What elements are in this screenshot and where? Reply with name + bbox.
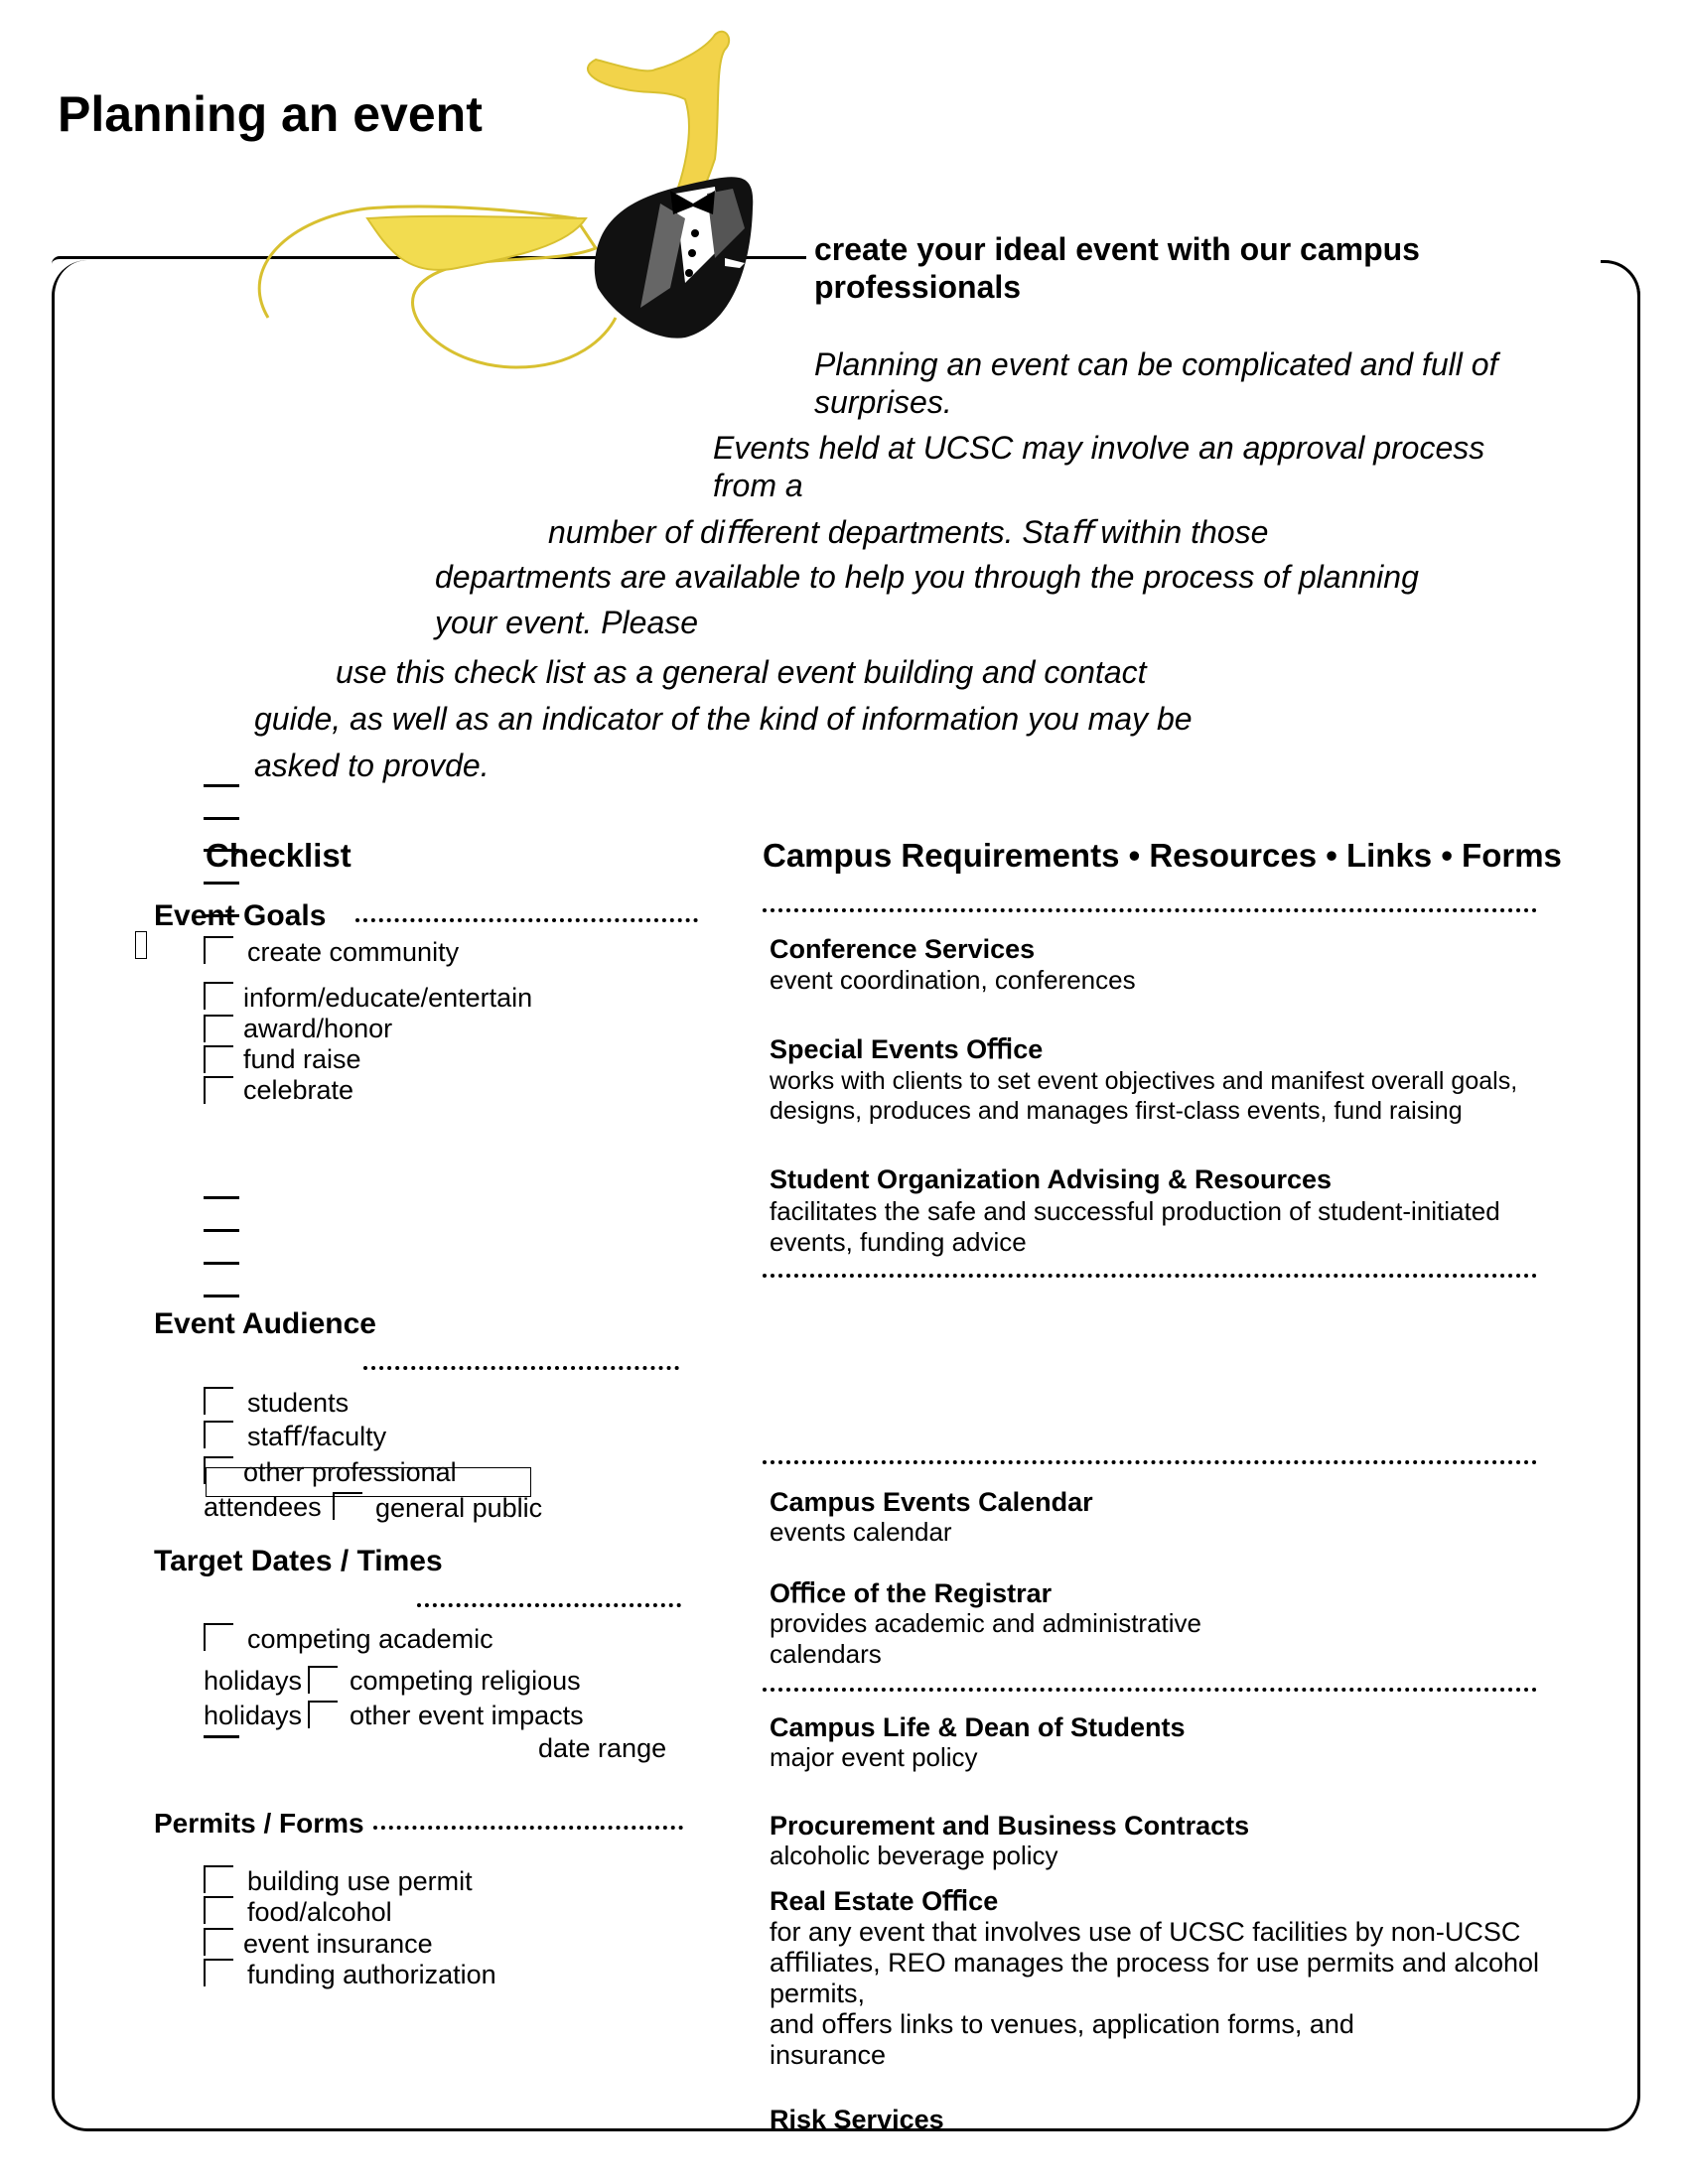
banana-slug-mascot-icon <box>248 20 784 377</box>
audience-item-students: students <box>247 1388 350 1418</box>
intro-line-9: guide, as well as an indicator of the kind of information you may be <box>254 701 1193 737</box>
resources-divider <box>763 908 1537 912</box>
checklist-heading: Checklist <box>206 837 352 874</box>
goal-checkbox[interactable] <box>204 982 233 1010</box>
resource-campus-events-calendar: Campus Events Calendar <box>770 1487 1093 1517</box>
event-audience-heading: Event Audience <box>154 1307 376 1340</box>
goal-item-fund-raise: fund raise <box>243 1044 361 1074</box>
goal-item-inform: inform/educate/entertain <box>243 983 533 1013</box>
dates-item-holidays-2: holidays <box>204 1701 303 1730</box>
intro-line-10: asked to provde. <box>254 748 490 783</box>
dates-checkbox[interactable] <box>308 1666 338 1694</box>
intro-line-4: from a <box>713 468 803 503</box>
resource-description: for any event that involves use of UCSC facilities by non-UCSC <box>770 1917 1521 1947</box>
audience-checkbox[interactable] <box>204 1387 233 1415</box>
target-dates-heading: Target Dates / Times <box>154 1545 443 1577</box>
goal-checkbox[interactable] <box>204 1045 233 1073</box>
dash-mark <box>204 1295 239 1297</box>
resource-campus-life: Campus Life & Dean of Students <box>770 1712 1186 1742</box>
resources-divider <box>763 1688 1537 1692</box>
intro-line-3: Events held at UCSC may involve an approval process <box>713 430 1485 466</box>
resource-procurement: Procurement and Business Contracts <box>770 1811 1250 1841</box>
dash-mark <box>204 882 239 885</box>
audience-item-attendees: attendees <box>204 1492 322 1522</box>
dash-mark <box>204 817 239 820</box>
resource-description: works with clients to set event objectives and manifest overall goals, <box>770 1067 1518 1095</box>
audience-checkbox[interactable] <box>204 1421 233 1448</box>
resource-description: facilitates the safe and successful production of student-initiated <box>770 1196 1500 1226</box>
resource-description: alcoholic beverage policy <box>770 1841 1058 1870</box>
resource-registrar: Oﬃce of the Registrar <box>770 1578 1053 1608</box>
resource-student-org-advising: Student Organization Advising & Resources <box>770 1164 1333 1194</box>
dates-checkbox[interactable] <box>204 1623 233 1651</box>
audience-checkbox[interactable] <box>333 1492 362 1520</box>
dash-mark <box>204 1735 239 1738</box>
section-divider <box>363 1366 679 1370</box>
section-divider <box>373 1826 683 1830</box>
resource-risk-services: Risk Services <box>770 2105 944 2134</box>
permit-item-food-alcohol: food/alcohol <box>247 1897 392 1927</box>
resource-description: and oﬀers links to venues, application forms, and <box>770 2009 1354 2039</box>
dates-item-other-event-impacts: other event impacts <box>350 1701 584 1730</box>
goal-item-celebrate: celebrate <box>243 1075 354 1105</box>
audience-item-staff: staﬀ/faculty <box>247 1422 387 1451</box>
event-goals-heading: Event Goals <box>154 899 327 932</box>
resource-real-estate-office: Real Estate Oﬃce <box>770 1886 999 1916</box>
permit-item-funding-authorization: funding authorization <box>247 1960 496 1989</box>
goal-item-award: award/honor <box>243 1014 393 1043</box>
permit-checkbox[interactable] <box>204 1865 233 1893</box>
audience-item-other-professional: other professional <box>243 1457 457 1487</box>
dates-item-competing-religious: competing religious <box>350 1666 581 1696</box>
page-title: Planning an event <box>58 86 483 142</box>
intro-line-5: number of diﬀerent departments. Staﬀ within those <box>548 514 1269 550</box>
dates-item-date-range: date range <box>538 1733 667 1763</box>
section-divider <box>417 1603 681 1607</box>
dash-mark <box>204 784 239 787</box>
permit-checkbox[interactable] <box>204 1928 233 1956</box>
resource-description: permits, <box>770 1979 866 2008</box>
permits-heading: Permits / Forms <box>154 1808 364 1839</box>
audience-item-general-public: general public <box>375 1493 543 1523</box>
stray-box <box>135 931 147 959</box>
section-divider <box>355 918 698 922</box>
resource-description: events, funding advice <box>770 1227 1027 1257</box>
dash-mark <box>204 1229 239 1232</box>
resources-divider <box>763 1460 1537 1464</box>
resource-description: events calendar <box>770 1517 952 1547</box>
goal-checkbox[interactable] <box>204 936 233 964</box>
resource-description: major event policy <box>770 1742 978 1772</box>
permit-checkbox[interactable] <box>204 1959 233 1986</box>
resource-description: aﬃliates, REO manages the process for use permits and alcohol <box>770 1948 1539 1978</box>
frame-top-right <box>1601 260 1640 300</box>
intro-line-7: your event. Please <box>435 605 699 640</box>
resource-special-events-office: Special Events Oﬃce <box>770 1034 1044 1064</box>
goal-checkbox[interactable] <box>204 1015 233 1042</box>
dash-mark <box>204 1196 239 1199</box>
intro-line-1: Planning an event can be complicated and full of <box>814 346 1498 382</box>
resource-description: event coordination, conferences <box>770 965 1136 995</box>
dates-item-competing-academic: competing academic <box>247 1624 493 1654</box>
resource-description: provides academic and administrative <box>770 1608 1201 1638</box>
goal-item-create-community: create community <box>247 937 460 967</box>
goal-checkbox[interactable] <box>204 1076 233 1104</box>
permit-item-event-insurance: event insurance <box>243 1929 433 1959</box>
dates-item-holidays: holidays <box>204 1666 303 1696</box>
permit-checkbox[interactable] <box>204 1896 233 1924</box>
dash-mark <box>204 1262 239 1265</box>
resource-description: calendars <box>770 1639 882 1669</box>
resource-description: insurance <box>770 2040 887 2070</box>
resource-conference-services: Conference Services <box>770 934 1036 964</box>
page-tagline: create your ideal event with our campus professionals <box>814 231 1420 305</box>
resources-heading: Campus Requirements • Resources • Links • Forms <box>763 837 1562 874</box>
permit-item-building-use: building use permit <box>247 1866 473 1896</box>
intro-line-2: surprises. <box>814 384 952 420</box>
resources-divider <box>763 1274 1537 1278</box>
resource-description: designs, produces and manages ﬁrst-class events, fund raising <box>770 1097 1463 1125</box>
intro-line-8: use this check list as a general event building and contact <box>336 654 1147 690</box>
intro-line-6: departments are available to help you through the process of planning <box>435 559 1419 595</box>
dates-checkbox[interactable] <box>308 1701 338 1728</box>
